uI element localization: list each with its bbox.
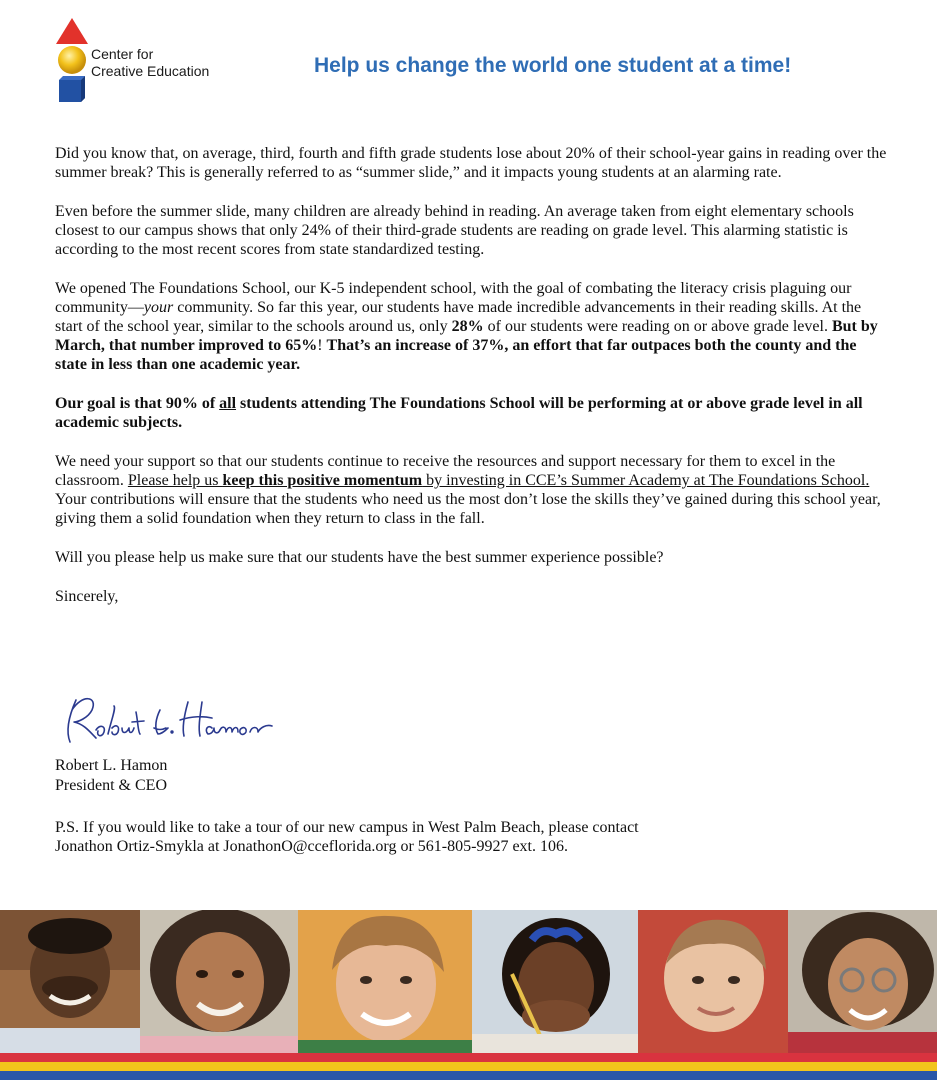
photo-strip: [0, 910, 937, 1053]
closing: Sincerely,: [55, 588, 119, 605]
cce-logo: [55, 18, 255, 106]
stripe-yellow: [0, 1062, 937, 1071]
p3-italic-your: your: [143, 299, 174, 316]
paragraph-support: [55, 452, 890, 528]
logo-line-2: Creative Education: [91, 63, 210, 79]
p3-bold-increase: That’s an increase of 37%, an effort that far outpaces both the county and the state in less than one academic year.: [55, 337, 857, 373]
child-photo-girl-hands-face-icon: [472, 910, 638, 1053]
p3-text-a: We opened The Foundations School, our K-5 independent school, with the goal of combating the literacy crisis plaguing our community—: [55, 280, 852, 316]
signature-icon: [62, 688, 277, 750]
child-photo-boy-smiling-icon: [0, 910, 140, 1053]
p3-text-g: !: [317, 337, 327, 354]
p5-underlined-appeal: [128, 472, 869, 489]
signer-block: [55, 756, 167, 796]
p4-underline-all: all: [219, 395, 237, 412]
p3-bold-28: 28%: [451, 318, 484, 335]
footer-stripes: [0, 1053, 937, 1080]
signer-title: President & CEO: [55, 777, 167, 794]
p3-text-c: community. So far this year, our students have made incredible advancements in their reading skills. At the start of the school year, similar to the schools around us, only: [55, 299, 862, 335]
child-photo-boy-blond-icon: [298, 910, 472, 1053]
paragraph-foundations-school: [55, 279, 890, 374]
logo-text: [91, 46, 209, 80]
paragraph-behind-in-reading: Even before the summer slide, many children are already behind in reading. An average taken from eight elementary schools closest to our campus shows that only 24% of their third-grade students are reading on grade level. This alarming statistic is according to the most recent scores from state standardized testing.: [55, 203, 854, 258]
logo-shapes-icon: [55, 18, 89, 106]
stripe-blue: [0, 1071, 937, 1080]
paragraph-goal: [55, 394, 890, 432]
p4-text-c: students attending The Foundations School will be performing at or above grade level in all academic subjects.: [55, 395, 863, 431]
ps-line-2: Jonathon Ortiz-Smykla at JonathonO@cceflorida.org or 561-805-9927 ext. 106.: [55, 838, 568, 855]
paragraph-question: Will you please help us make sure that our students have the best summer experience possible?: [55, 549, 664, 566]
p5-text-b: Please help us: [127, 472, 223, 489]
p5-text-d: by investing in CCE’s Summer Academy at The Foundations School.: [422, 472, 870, 489]
postscript: [55, 818, 890, 856]
child-photo-girl-curly-hair-icon: [140, 910, 298, 1053]
child-photo-boy-red-shirt-icon: [638, 910, 788, 1053]
signer-name: Robert L. Hamon: [55, 757, 168, 774]
tagline: Help us change the world one student at a time!: [314, 54, 792, 77]
p5-bold-momentum: keep this positive momentum: [222, 472, 423, 489]
ps-line-1: P.S. If you would like to take a tour of our new campus in West Palm Beach, please contact: [55, 819, 639, 836]
p3-bold-march: But by March, that number improved to 65%: [55, 318, 878, 354]
p5-text-a: We need your support so that our students continue to receive the resources and support necessary for them to excel in the classroom.: [55, 453, 836, 489]
stripe-red: [0, 1053, 937, 1062]
signature: [62, 688, 277, 750]
child-photo-girl-glasses-icon: [788, 910, 937, 1053]
paragraph-summer-slide: Did you know that, on average, third, fourth and fifth grade students lose about 20% of their school-year gains in reading over the summer break? This is generally referred to as “summer slide,” and it impacts young students at an alarming rate.: [55, 145, 887, 181]
logo-line-1: Center for: [91, 46, 154, 62]
p3-text-e: of our students were reading on or above grade level.: [483, 318, 832, 335]
p5-text-e: Your contributions will ensure that the students who need us the most don’t lose the skills they’ve gained during this school year, giving them a solid foundation when they return to class in the fall.: [55, 491, 881, 527]
p4-text-a: Our goal is that 90% of: [55, 395, 220, 412]
letter-body: [55, 144, 890, 626]
